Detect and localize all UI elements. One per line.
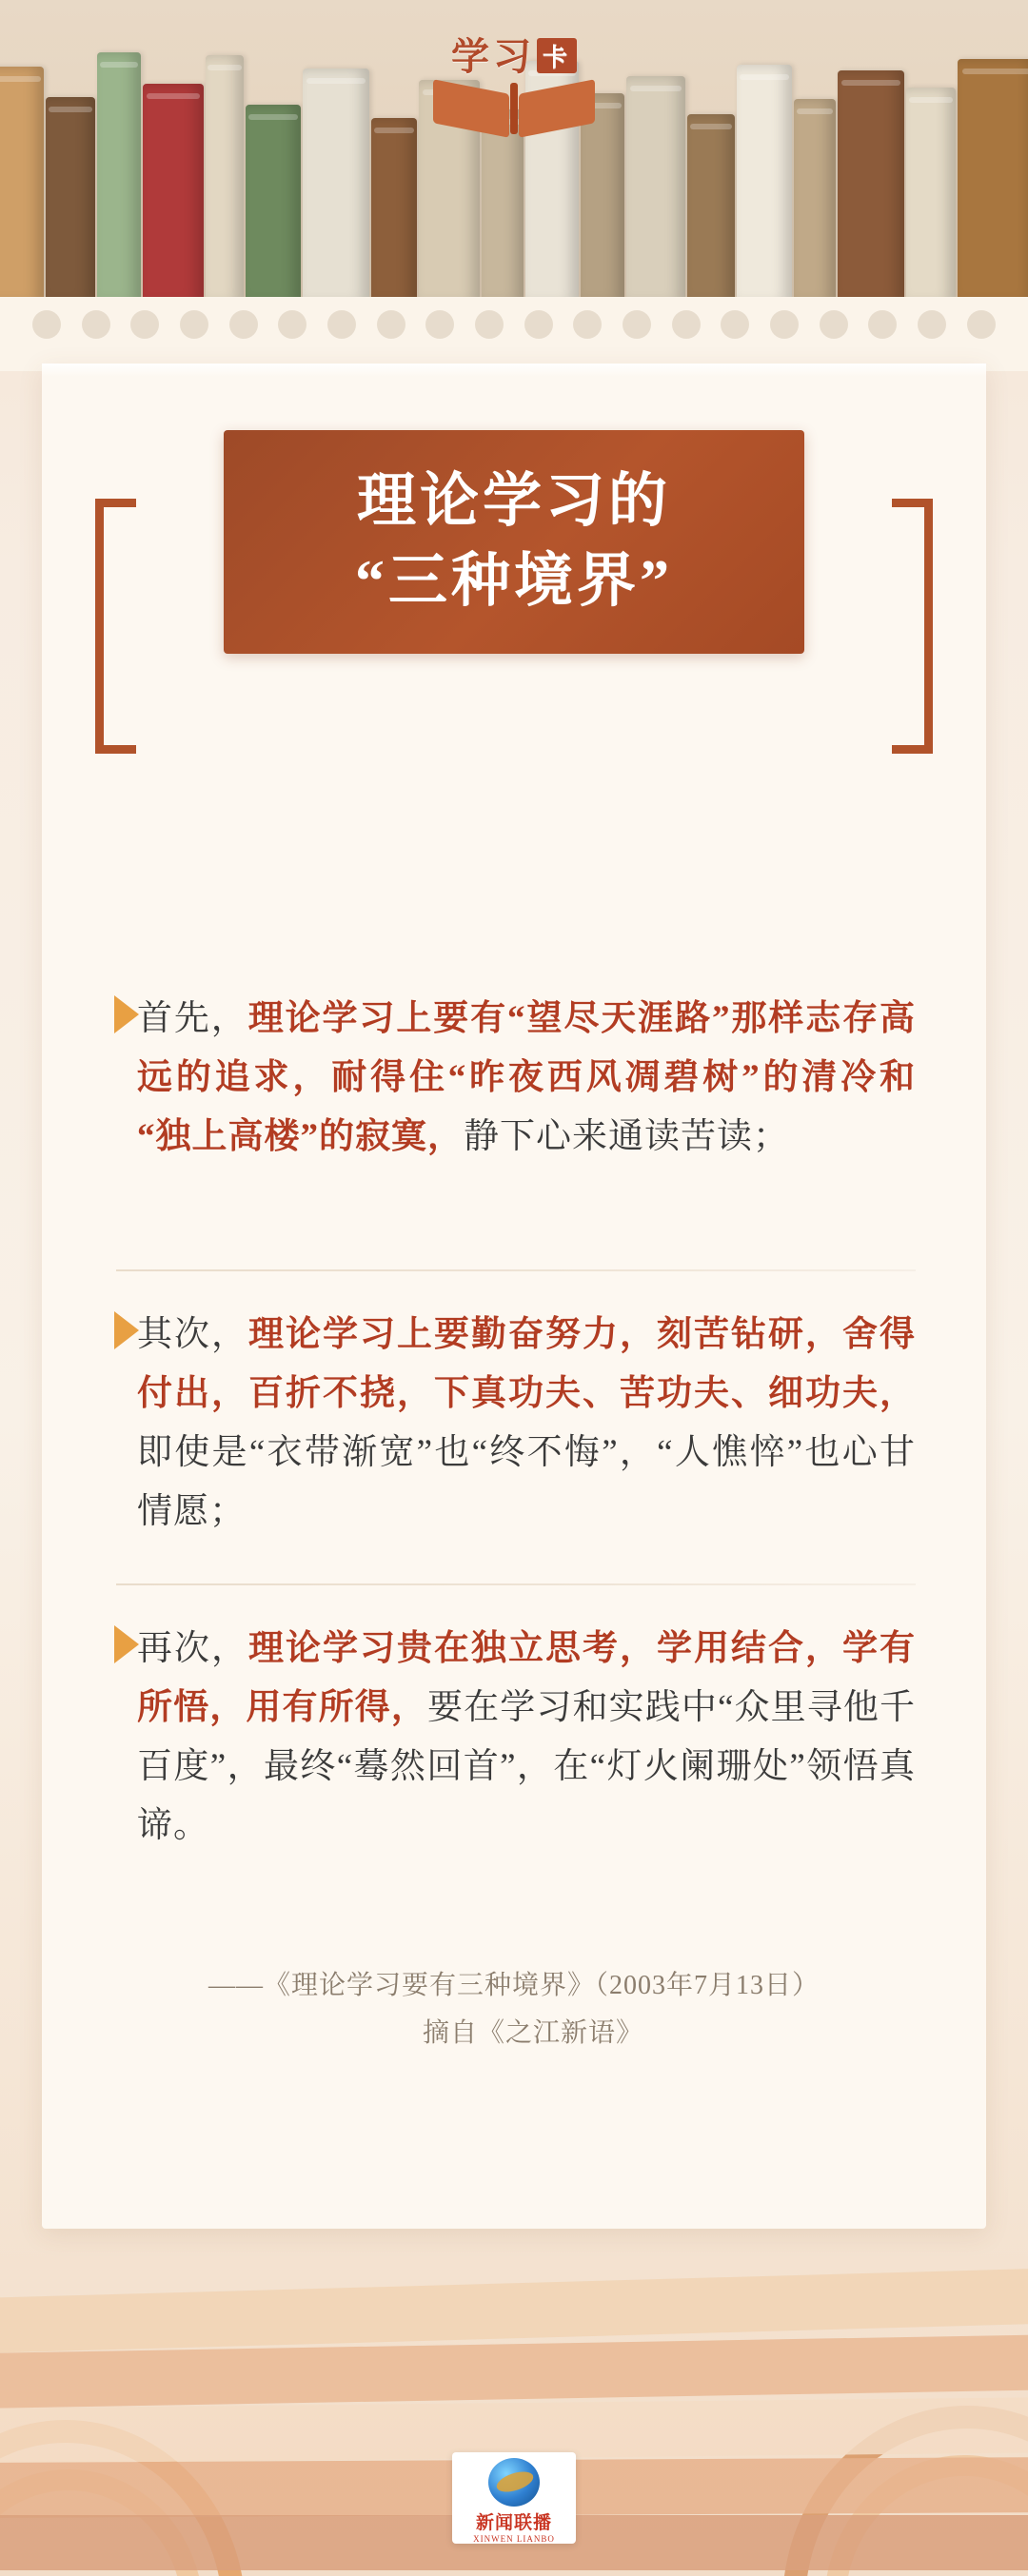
paragraph-text: 其次，理论学习上要勤奋努力，刻苦钻研，舍得付出，百折不挠，下真功夫、苦功夫、细功夫，即使是“衣带渐宽”也“终不悔”，“人憔悴”也心甘情愿；	[137, 1315, 916, 1531]
book-spine	[958, 59, 1028, 305]
book-spine	[906, 88, 956, 305]
paragraph-item	[116, 1620, 916, 1856]
brand-logo-badge: 卡	[537, 38, 577, 73]
footer-logo-pinyin: XINWEN LIANBO	[473, 2534, 555, 2544]
brand-logo-text	[405, 27, 623, 81]
paragraph-text: 再次，理论学习贵在独立思考，学用结合，学有所悟，用有所得，要在学习和实践中“众里寻他千百度”，最终“蓦然回首”，在“灯火阑珊处”领悟真谛。	[137, 1629, 917, 1845]
book-spine	[206, 55, 244, 305]
triangle-bullet-icon	[114, 995, 139, 1033]
book-spine	[626, 76, 685, 305]
book-spine	[737, 65, 792, 305]
divider	[116, 1583, 916, 1585]
book-spine	[143, 84, 204, 305]
torn-edge-divider	[0, 297, 1028, 371]
book-spine	[303, 69, 369, 305]
bottom-decoration	[0, 2195, 1028, 2576]
brand-logo-title: 学习	[450, 35, 535, 78]
source-line-2: 摘自《之江新语》	[422, 2018, 643, 2048]
brand-logo	[405, 27, 623, 139]
book-spine	[246, 105, 301, 305]
triangle-bullet-icon	[114, 1311, 139, 1349]
content-card	[42, 364, 986, 2229]
paragraph-item	[116, 990, 916, 1167]
book-spine	[687, 114, 735, 305]
paragraph-text: 首先，理论学习上要有“望尽天涯路”那样志存高远的追求，耐得住“昨夜西风凋碧树”的清冷和“独上高楼”的寂寞，静下心来通读苦读；	[137, 999, 917, 1156]
bracket-right-decoration	[892, 499, 933, 754]
book-spine	[371, 118, 417, 305]
triangle-bullet-icon	[114, 1625, 139, 1663]
books-banner	[0, 0, 1028, 371]
divider	[116, 1269, 916, 1271]
book-spine	[0, 67, 44, 305]
book-spine	[838, 70, 904, 305]
bracket-left-decoration	[95, 499, 136, 754]
paragraph-item	[116, 1306, 916, 1542]
page-title-line1: 理论学习的	[356, 468, 671, 534]
book-spine	[97, 52, 141, 305]
page-title	[224, 430, 804, 654]
source-line-1: ——《理论学习要有三种境界》（2003年7月13日）	[208, 1971, 820, 2000]
source-citation	[42, 1962, 986, 2057]
book-spine	[794, 99, 836, 305]
globe-icon	[488, 2458, 540, 2507]
book-spine	[46, 97, 95, 305]
footer-logo-name: 新闻联播	[475, 2513, 552, 2533]
cctv-xinwenlianbo-logo	[452, 2452, 576, 2544]
open-book-icon	[433, 87, 595, 132]
page-title-line2: “三种境界”	[354, 548, 673, 614]
